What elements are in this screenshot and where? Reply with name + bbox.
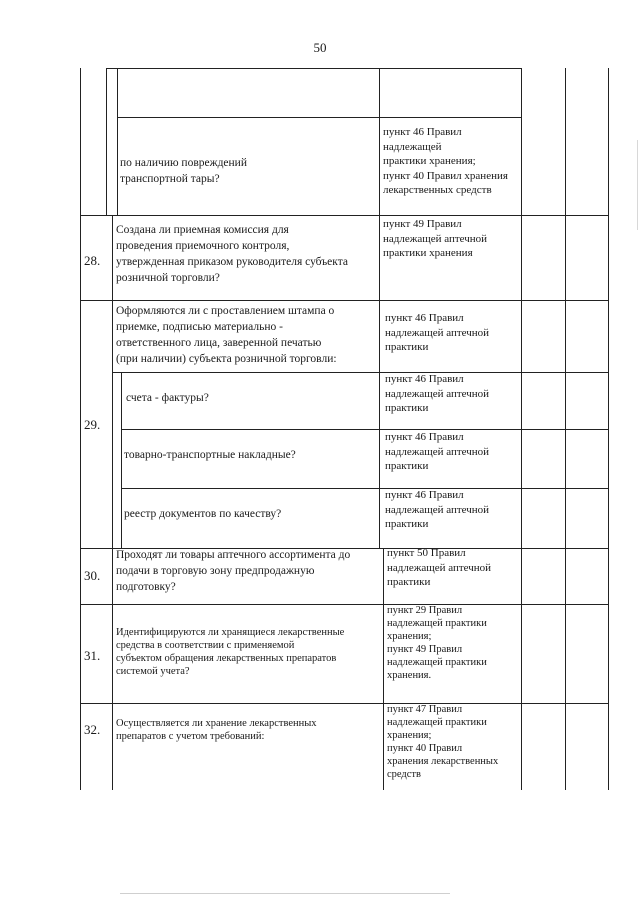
row-line	[112, 372, 608, 373]
reference-cell: пункт 47 Правил надлежащей практики хранения; пункт 40 Правил хранения лекарственных средств	[387, 704, 499, 780]
page-number: 50	[313, 40, 327, 55]
col-divider-reference-lower	[383, 548, 384, 790]
reference-cell: пункт 49 Правил надлежащей аптечной практики хранения	[383, 218, 488, 259]
row-number: 32.	[84, 722, 101, 737]
row-number: 29.	[84, 417, 101, 432]
reference-cell	[383, 72, 517, 114]
row-number: 31.	[84, 648, 101, 663]
table-border-left	[80, 68, 81, 790]
question-cell: Осуществляется ли хранение лекарственных препаратов с учетом требований:	[116, 718, 317, 742]
row-line	[80, 703, 608, 704]
reference-cell: пункт 46 Правил надлежащей практики хранения; пункт 40 Правил хранения лекарственных средств	[383, 126, 508, 196]
subitem-reference: пункт 46 Правил надлежащей аптечной практики	[385, 373, 490, 414]
row-line	[80, 215, 608, 216]
row-line	[121, 488, 608, 489]
row-number: 30.	[84, 568, 101, 583]
scan-mark	[637, 140, 638, 230]
subitem-question: счета - фактуры?	[126, 392, 209, 404]
subitem-divider-top	[117, 68, 118, 215]
row-line	[80, 604, 608, 605]
row-line	[121, 429, 608, 430]
reference-cell: пункт 46 Правил надлежащей аптечной практики	[385, 312, 490, 353]
row-number: 28.	[84, 253, 101, 268]
subitem-question: реестр документов по качеству?	[124, 508, 282, 520]
question-cell: Создана ли приемная комиссия для проведения приемочного контроля, утвержденная приказом руководителя субъекта розничной торговли?	[116, 224, 348, 284]
table-border-right	[608, 68, 609, 790]
subitem-question: товарно-транспортные накладные?	[124, 449, 296, 461]
subitem-divider-29	[121, 372, 122, 548]
row-line	[80, 300, 608, 301]
table-border-inner-left	[106, 68, 107, 215]
subitem-reference: пункт 46 Правил надлежащей аптечной практики	[385, 431, 490, 472]
scan-mark	[120, 893, 450, 894]
top-border	[106, 68, 521, 69]
row-line	[117, 117, 521, 118]
reference-cell: пункт 29 Правил надлежащей практики хранения; пункт 49 Правил надлежащей практики хранения.	[387, 605, 487, 681]
question-cell: Проходят ли товары аптечного ассортимента до подачи в торговую зону предпродажную подготовку?	[116, 549, 351, 593]
subitem-reference: пункт 46 Правил надлежащей аптечной практики	[385, 489, 490, 530]
question-cell	[121, 72, 375, 114]
question-cell: Оформляются ли с проставлением штампа о приемке, подписью материально - ответственного лица, заверенной печатью (при наличии) субъекта розничной торговли:	[116, 305, 337, 365]
reference-cell: пункт 50 Правил надлежащей аптечной практики	[387, 547, 492, 588]
question-cell: Идентифицируются ли хранящиеся лекарственные средства в соответствии с применяемой субъектом обращения лекарственных препаратов системой учета?	[116, 627, 345, 677]
question-cell: по наличию повреждений транспортной тары?	[120, 157, 247, 185]
col-divider-reference	[379, 68, 380, 548]
